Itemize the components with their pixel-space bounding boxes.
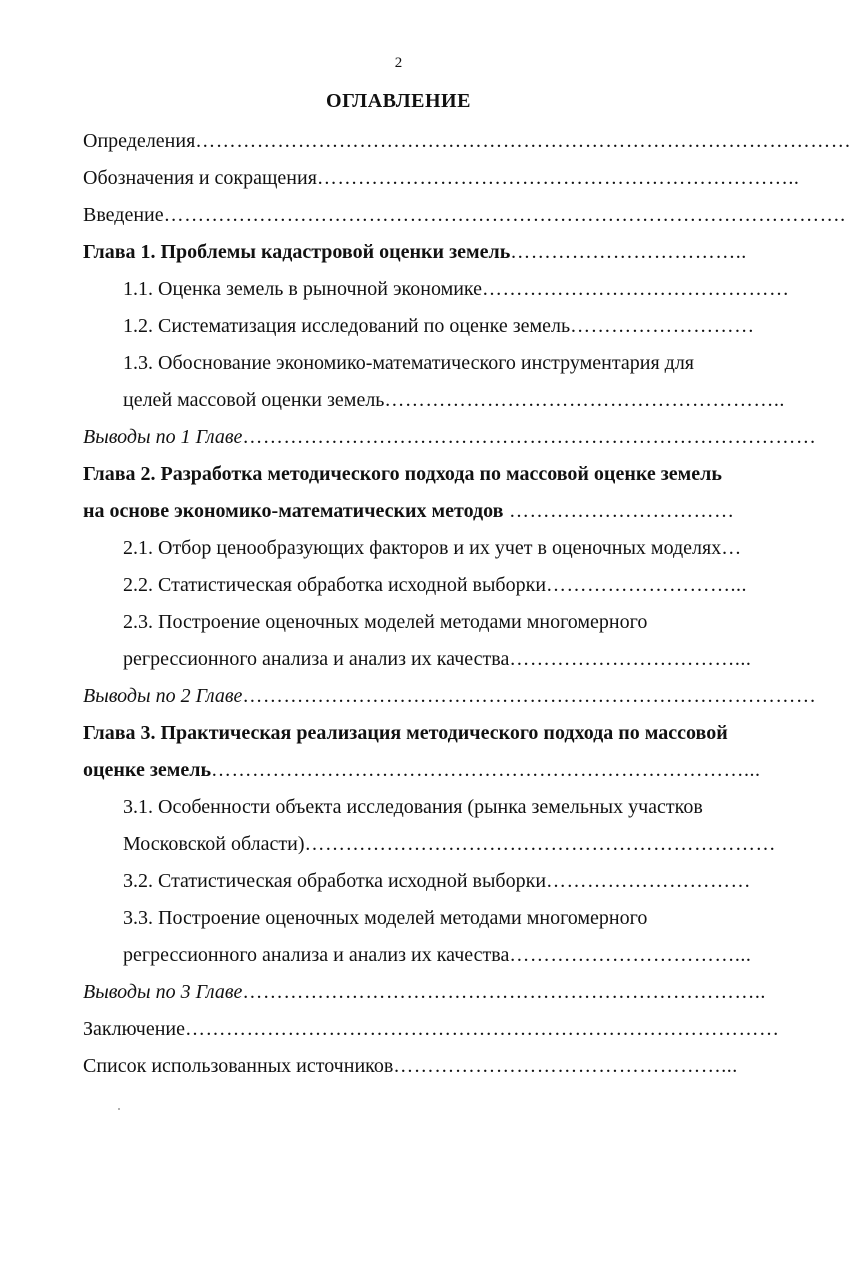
toc-leader: ………………………………………………….. [384,389,785,411]
toc-entry-text: 3.3. Построение оценочных моделей методами многомерного [123,907,648,929]
toc-entry-text: Московской области) [123,833,305,855]
toc-leader: … [721,537,742,559]
toc-entry-text: Определения [83,130,196,152]
toc-entry-conclusion[interactable] [83,1013,780,1045]
toc-entry-conclusions-2[interactable] [83,680,817,712]
toc-entry-1-3[interactable] [123,347,694,379]
toc-leader: …………………………………………………………………………… [185,1018,780,1040]
toc-entry-3-3-cont[interactable] [123,939,751,971]
toc-entry-chapter-2-cont[interactable] [83,495,734,527]
toc-entry-text: оценке земель [83,759,212,781]
toc-entry-1-2[interactable] [123,310,755,342]
toc-entry-text: 3.1. Особенности объекта исследования (рынка земельных участков [123,796,703,818]
toc-entry-3-1-cont[interactable] [123,828,776,860]
toc-entry-abbreviations[interactable] [83,162,800,194]
toc-entry-text: Глава 2. Разработка методического подхода по массовой оценке земель [83,463,722,485]
toc-leader: ……………………………………………………………………... [211,759,761,781]
toc-entry-1-1[interactable] [123,273,790,305]
toc-entry-chapter-3[interactable] [83,717,728,749]
toc-leader: ……………………………………… [482,278,790,300]
toc-entry-text: 3.2. Статистическая обработка исходной выборки [123,870,547,892]
toc-entry-chapter-3-cont[interactable] [83,754,761,786]
toc-entry-definitions[interactable] [83,125,851,157]
toc-leader: ……………………………... [509,648,752,670]
toc-entry-references[interactable] [83,1050,738,1082]
toc-leader: ………………………………………………………………….. [242,981,766,1003]
toc-entry-text: Список использованных источников [83,1055,394,1077]
toc-entry-text: Обозначения и сокращения [83,167,317,189]
toc-leader: …………………………………………………………….. [316,167,800,189]
toc-entry-chapter-2[interactable] [83,458,722,490]
toc-entry-text: регрессионного анализа и анализ их качества [123,648,510,670]
toc-leader: …………………………….. [510,241,747,263]
toc-leader: …………………………… [503,500,735,522]
toc-title: ОГЛАВЛЕНИЕ [326,90,471,112]
toc-entry-2-3-cont[interactable] [123,643,751,675]
toc-entry-text: 1.3. Обоснование экономико-математического инструментария для [123,352,694,374]
toc-entry-text: Глава 3. Практическая реализация методического подхода по массовой [83,722,728,744]
toc-leader: ……………………… [570,315,755,337]
toc-entry-text: целей массовой оценки земель [123,389,385,411]
toc-leader: …………………………………………………………… [304,833,776,855]
toc-leader: ………………………… [546,870,752,892]
toc-leader: ………………………………………………………………………………………. [163,204,846,226]
toc-leader: ………………………... [546,574,748,596]
toc-entry-text: 1.1. Оценка земель в рыночной экономике [123,278,483,300]
toc-entry-conclusions-1[interactable] [83,421,817,453]
toc-entry-text: на основе экономико-математических методов [83,500,504,522]
toc-entry-text: Введение [83,204,164,226]
toc-entry-text: Выводы по 2 Главе [83,685,243,707]
toc-entry-3-3[interactable] [123,902,647,934]
toc-leader: …………………………………………... [393,1055,738,1077]
toc-entry-text: 2.1. Отбор ценообразующих факторов и их учет в оценочных моделях [123,537,722,559]
page-number: 2 [394,55,403,71]
toc-entry-2-1[interactable] [123,532,742,564]
toc-entry-chapter-1[interactable] [83,236,747,268]
toc-entry-text: Выводы по 1 Главе [83,426,243,448]
toc-entry-text: 2.3. Построение оценочных моделей методами многомерного [123,611,648,633]
toc-leader: ………………………………………………………………………… [242,426,817,448]
toc-entry-3-1[interactable] [123,791,703,823]
toc-entry-text: Выводы по 3 Главе [83,981,243,1003]
toc-entry-text: 2.2. Статистическая обработка исходной выборки [123,574,547,596]
toc-entry-2-2[interactable] [123,569,747,601]
toc-entry-text: Глава 1. Проблемы кадастровой оценки земель [83,241,511,263]
toc-entry-text: Заключение [83,1018,185,1040]
toc-entry-3-2[interactable] [123,865,751,897]
toc-entry-2-3[interactable] [123,606,647,638]
scan-speck [118,1108,120,1110]
toc-leader: ……………………………... [509,944,752,966]
toc-entry-introduction[interactable] [83,199,846,231]
toc-entry-conclusions-3[interactable] [83,976,766,1008]
toc-entry-1-3-cont[interactable] [123,384,785,416]
toc-entry-text: 1.2. Систематизация исследований по оценке земель [123,315,571,337]
toc-entry-text: регрессионного анализа и анализ их качества [123,944,510,966]
toc-leader: ………………………………………………………………………… [242,685,817,707]
toc-leader: …………………………………………………………………………………… [195,130,851,152]
